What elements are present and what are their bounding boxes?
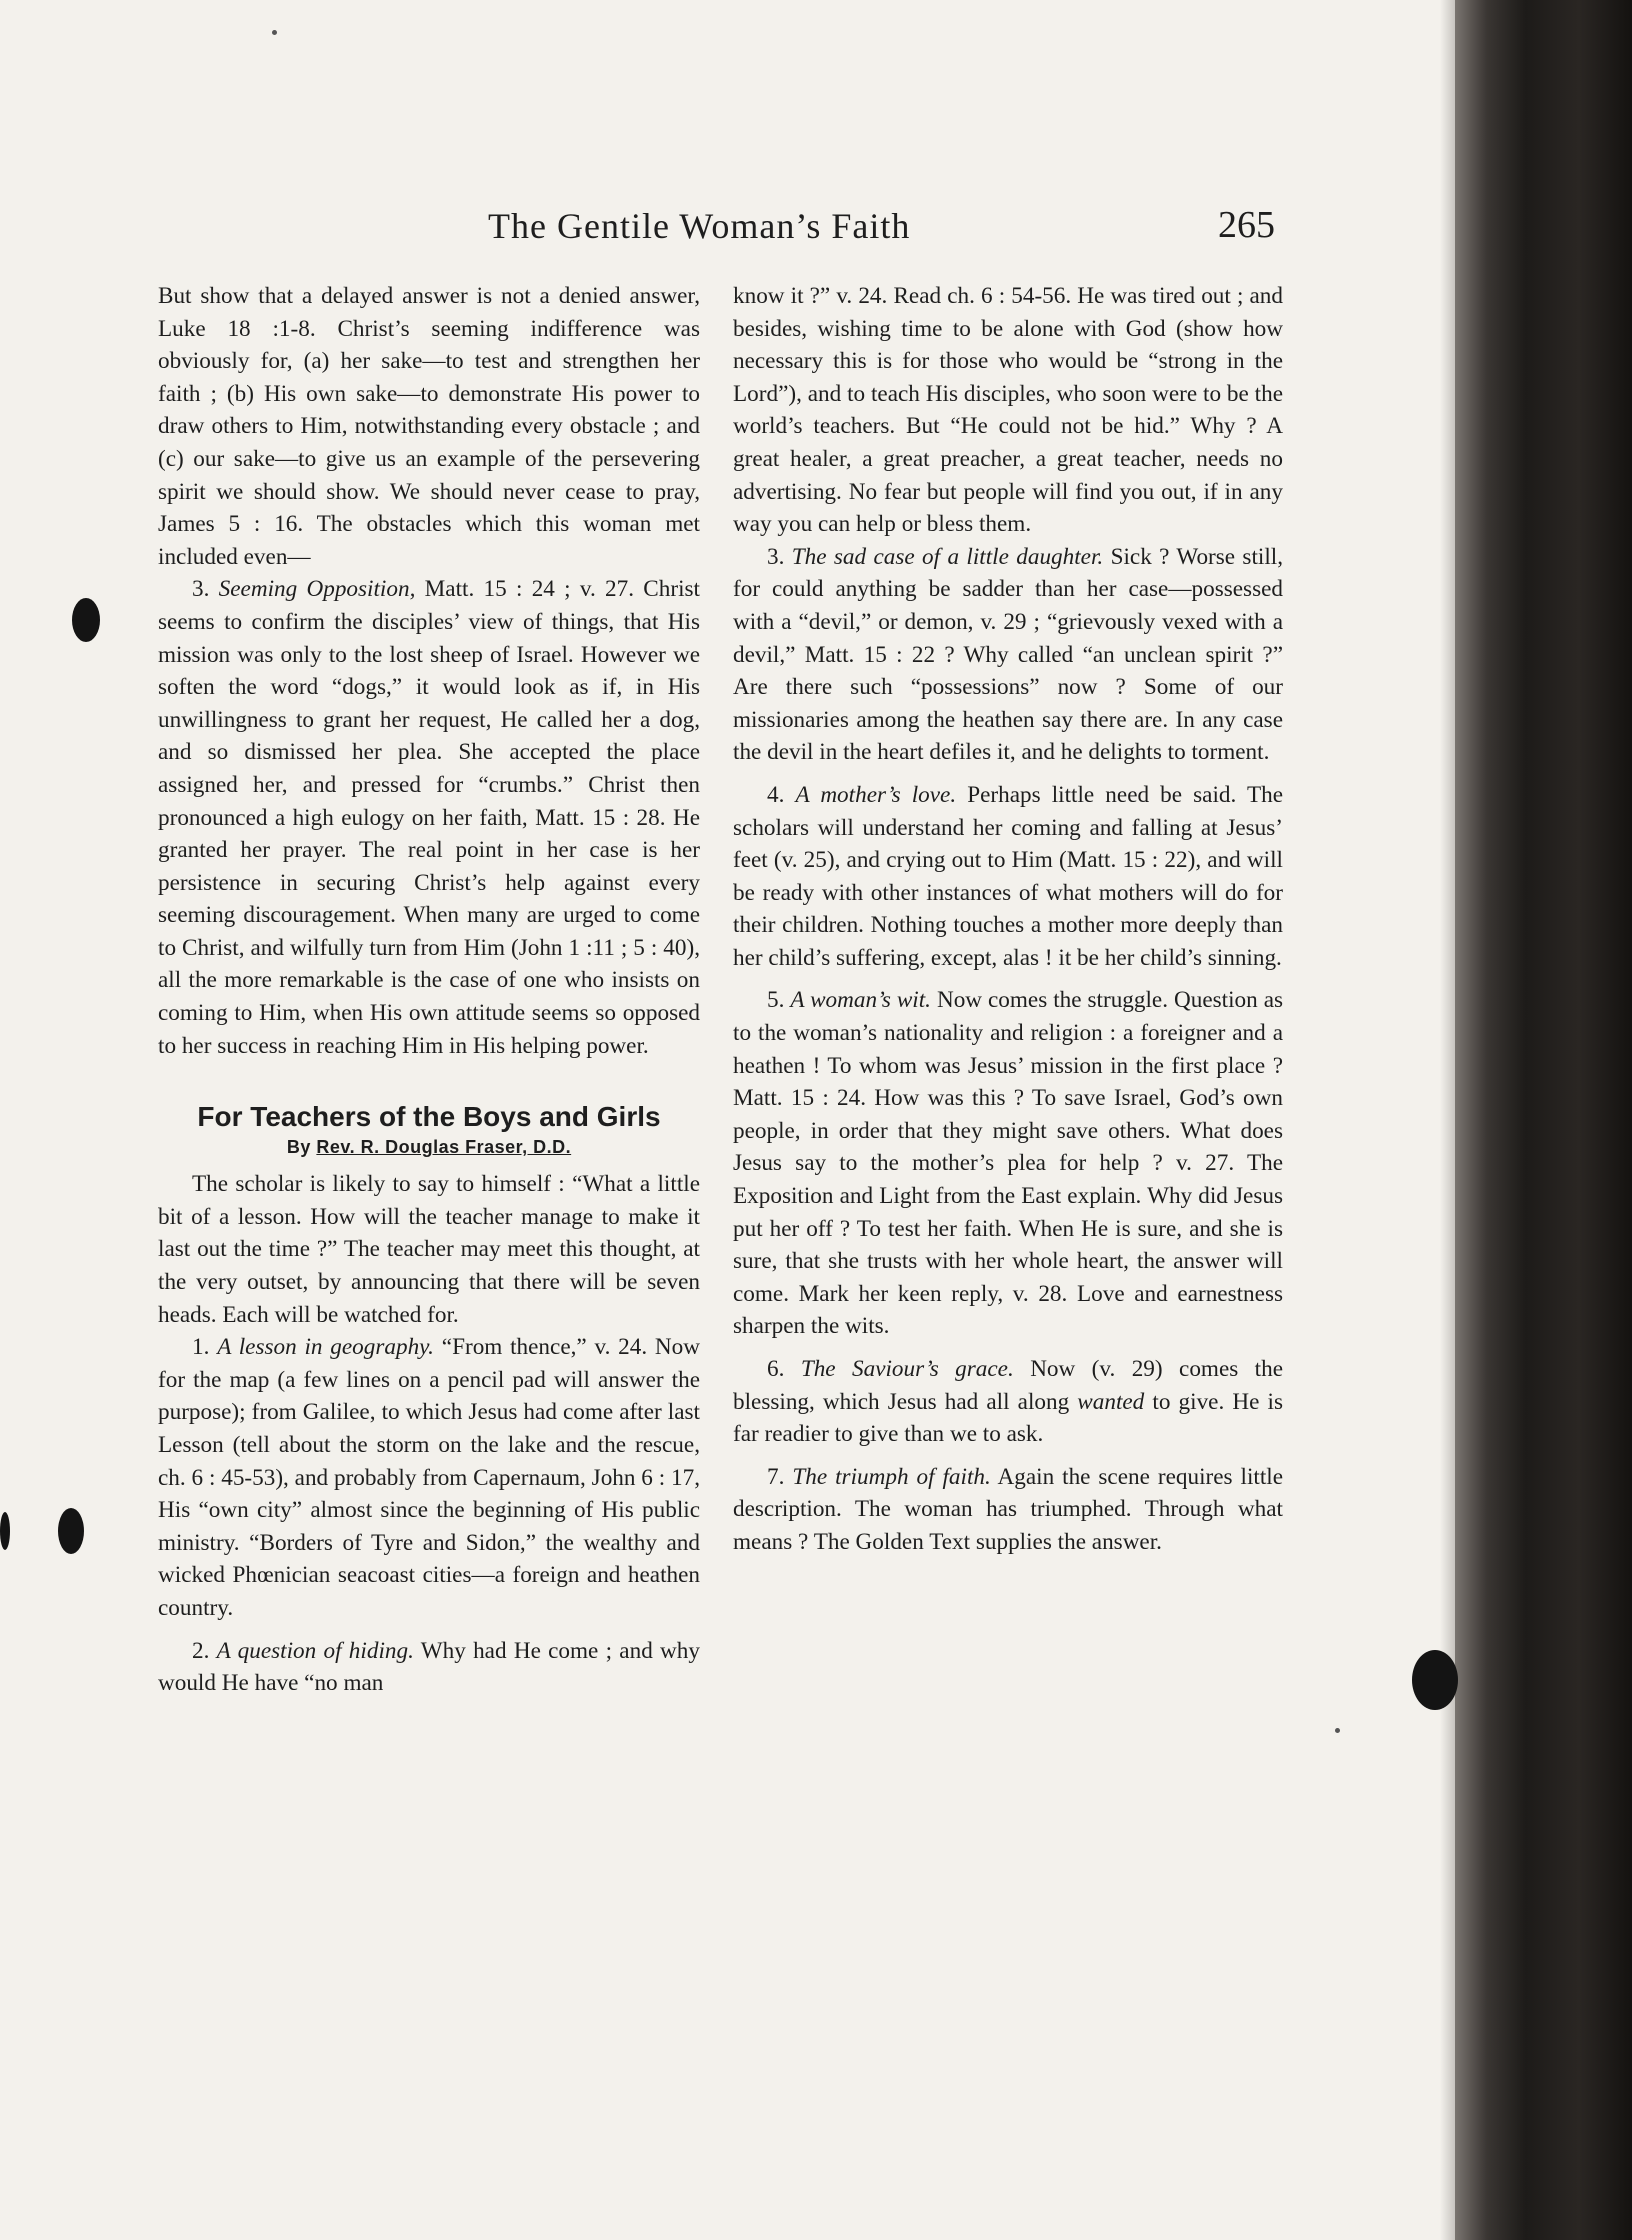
point-body: Again the scene requires little description. The woman has triumphed. Through what means ? The Golden Text supplies the answer.	[733, 1463, 1284, 1555]
paragraph	[158, 1635, 700, 1700]
point-body: “From thence,” v. 24. Now for the map (a few lines on a pencil pad will answer the purpose); from Galilee, to which Jesus had come after last Lesson (tell about the storm on the lake and the rescue, ch. 6 : 45-53), and probably from Capernaum, John 6 : 17, His “own city” almost since the beginning of His public ministry. “Borders of Tyre and Sidon,” the wealthy and wicked Phœnician seacoast cities—a foreign and heathen country.	[158, 1334, 701, 1621]
byline-prefix: By	[286, 1137, 311, 1158]
speck	[272, 30, 277, 35]
point-body: Perhaps little need be said. The scholars will understand her coming and falling at Jesus’ feet (v. 25), and crying out to Him (Matt. 15 : 22), and will be ready with other instances of what mothers will do for their children. Nothing touches a mother more deeply than her child’s suffering, except, alas ! it be her child’s sinning.	[733, 781, 1284, 971]
book-edge	[1455, 0, 1632, 2240]
point-body: Why had He come ; and why would He have “no man	[158, 1637, 700, 1697]
point-number: 2.	[192, 1637, 210, 1664]
paragraph: The scholar is likely to say to himself : “What a little bit of a lesson. How will the teacher manage to make it last out the time ?” The teacher may meet this thought, at the very outset, by announcing that there will be seven heads. Each will be watched for.	[158, 1171, 700, 1328]
point-body: Matt. 15 : 24 ; v. 27. Christ seems to confirm the disciples’ view of things, that His mission was only to the lost sheep of Israel. However we soften the word “dogs,” it would look as if, in His unwillingness to grant her request, He called her a dog, and so dismissed her plea. She accepted the place assigned her, and pressed for “crumbs.” Christ then pronounced a high eulogy on her faith, Matt. 15 : 28. He granted her prayer. The real point in her case is her persistence in securing Christ’s help against every seeming discouragement. When many are urged to come to Christ, and wilfully turn from Him (John 1 :11 ; 5 : 40), all the more remarkable is the case of one who insists on coming to Him, when His own attitude seems so opposed to her success in reaching Him in His helping power.	[158, 576, 700, 1059]
point-heading: The sad case of a little daughter.	[791, 543, 1104, 570]
point-number: 3.	[192, 576, 210, 603]
binding-hole-top	[72, 598, 100, 642]
paragraph	[158, 573, 700, 1062]
paragraph: know it ?” v. 24. Read ch. 6 : 54-56. He was tired out ; and besides, wishing time to be alone with God (show how necessary this is for those who would be “strong in the Lord”), and to teach His disciples, who soon were to be the world’s teachers. But “He could not be hid.” Why ? A great healer, a great preacher, a great teacher, needs no advertising. No fear but people will find you out, if in any way you can help or bless them.	[733, 283, 1283, 538]
left-column	[158, 280, 700, 1700]
point-heading: Seeming Opposition,	[218, 576, 416, 603]
point-heading: The triumph of faith.	[792, 1463, 991, 1490]
point-heading: A mother’s love.	[795, 781, 957, 808]
page-number: 265	[1218, 204, 1275, 246]
paragraph: But show that a delayed answer is not a denied answer, Luke 18 :1-8. Christ’s seeming indifference was obviously for, (a) her sake—to test and strengthen her faith ; (b) His own sake—to demonstrate His power to draw others to Him, notwithstanding every obstacle ; and (c) our sake—to give us an example of the persevering spirit we should show. We should never cease to pray, James 5 : 16. The obstacles which this woman met included even—	[158, 283, 700, 570]
point-number: 4.	[767, 781, 785, 808]
point-heading: A question of hiding.	[216, 1637, 414, 1664]
byline-author: Rev. R. Douglas Fraser, D.D.	[316, 1137, 572, 1158]
binding-hole-middle	[58, 1508, 84, 1554]
point-number: 7.	[767, 1463, 785, 1490]
point-body: Now comes the struggle. Question as to the woman’s nationality and religion : a foreigner and a heathen ! To whom was Jesus’ mission in the first place ? Matt. 15 : 24. How was this ? To save Israel, God’s own people, in order that they might save others. What does Jesus say to the mother’s plea for help ? v. 27. The Exposition and Light from the East explain. Why did Jesus put her off ? To test her faith. When He is sure, and she is sure, that she trusts with her whole heart, the answer will come. Mark her keen reply, v. 28. Love and earnestness sharpen the wits.	[733, 987, 1284, 1340]
paragraph	[733, 984, 1283, 1343]
point-number: 3.	[767, 543, 785, 570]
speck	[1335, 1728, 1340, 1733]
paragraph	[733, 1353, 1283, 1451]
binding-hole-edge	[0, 1512, 10, 1550]
point-heading: A lesson in geography.	[217, 1334, 434, 1361]
point-number: 6.	[767, 1356, 785, 1382]
emphasis: wanted	[1077, 1388, 1145, 1415]
point-body: Sick ? Worse still, for could anything be sadder than her case—possessed with a “devil,” or demon, v. 29 ; “grievously vexed with a devil,” Matt. 15 : 22 ? Why called “an unclean spirit ?” Are there such “possessions” now ? Some of our missionaries among the heathen say there are. In any case the devil in the heart defiles it, and he delights to torment.	[733, 543, 1284, 766]
running-header-title: The Gentile Woman’s Faith	[488, 206, 911, 246]
point-heading: A woman’s wit.	[790, 987, 931, 1014]
paragraph	[733, 541, 1283, 769]
point-heading: The Saviour’s grace.	[800, 1356, 1014, 1382]
point-body: to give. He is far readier to give than we to ask.	[733, 1388, 1284, 1448]
point-number: 1.	[192, 1334, 210, 1361]
binding-hole-right	[1412, 1650, 1458, 1710]
section-heading: For Teachers of the Boys and Girls	[197, 1101, 661, 1133]
paragraph	[158, 1331, 700, 1624]
right-column	[733, 280, 1283, 1559]
point-number: 5.	[767, 987, 785, 1014]
paragraph	[733, 779, 1283, 975]
point-body: Now (v. 29) comes the blessing, which Jesus had all along	[733, 1356, 1284, 1415]
byline	[158, 1134, 700, 1160]
paragraph	[733, 1461, 1283, 1559]
